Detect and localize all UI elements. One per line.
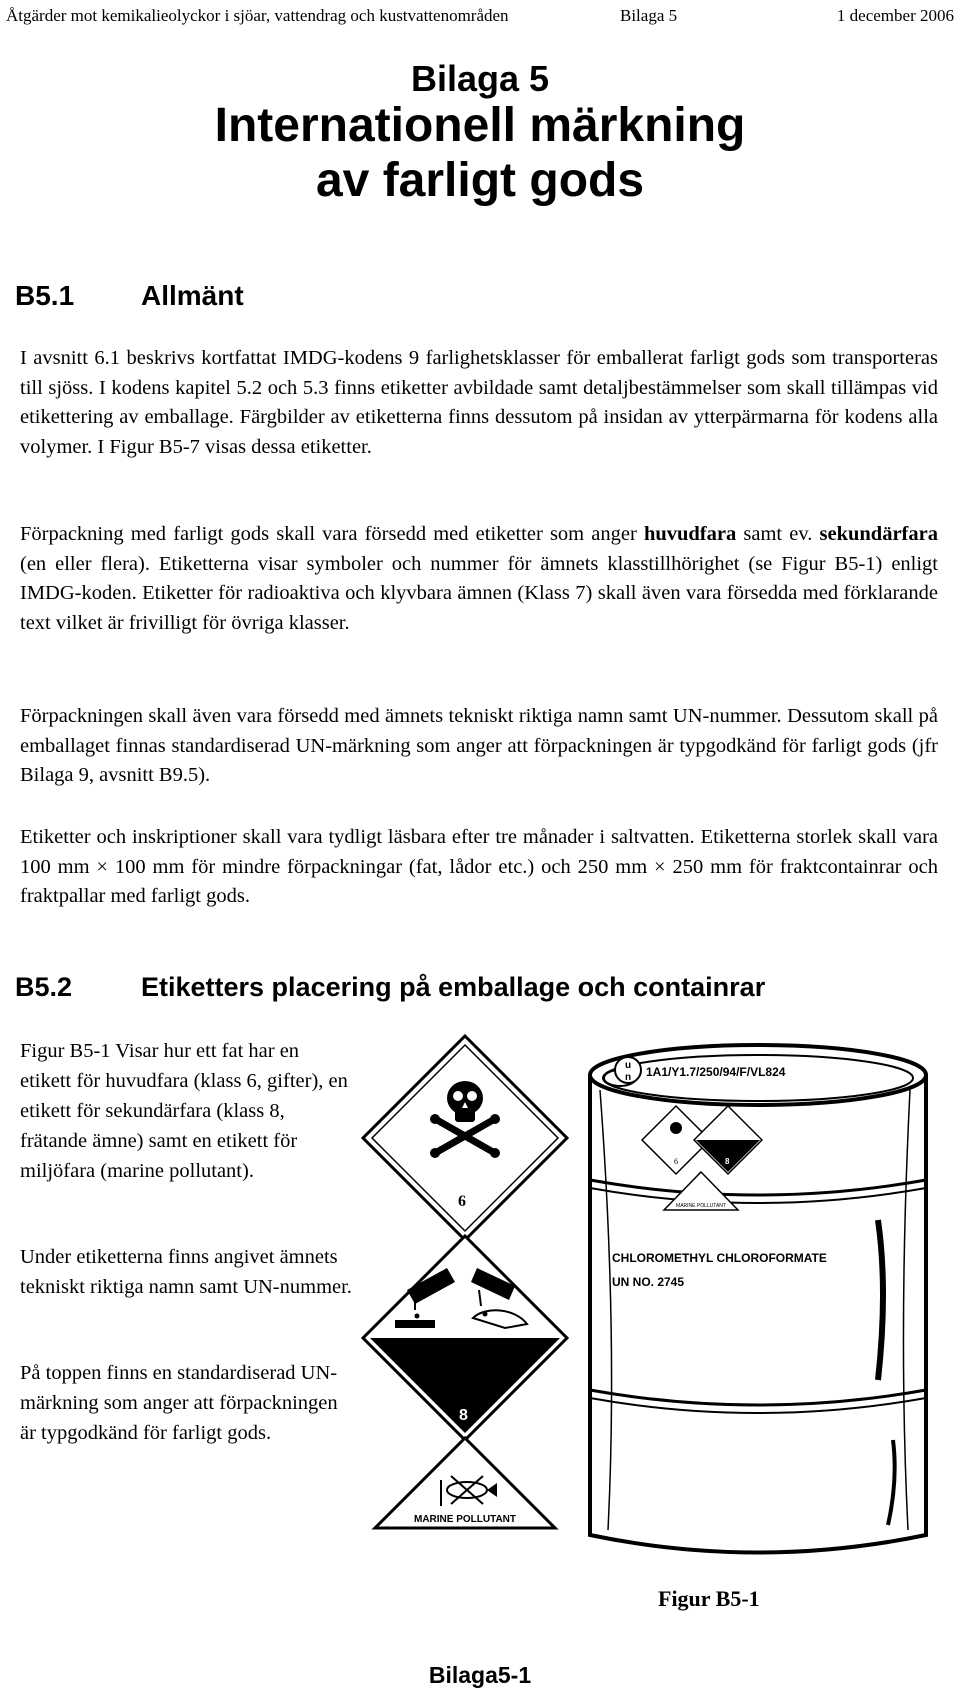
section-title: Allmänt — [141, 280, 244, 311]
drum-class-6-number: 6 — [674, 1157, 678, 1166]
figure-caption: Figur B5-1 — [658, 1586, 760, 1611]
term-secondary-hazard: sekundärfara — [819, 523, 938, 545]
figure-description-1 — [20, 1036, 355, 1186]
term-main-hazard: huvudfara — [643, 523, 737, 545]
page-title — [0, 58, 960, 208]
title-line-1: Bilaga 5 — [410, 58, 550, 99]
un-letter-u: u — [624, 1060, 632, 1071]
section-number: B5.2 — [15, 972, 73, 1002]
section-heading-b5-1 — [15, 280, 244, 312]
title-line-3: av farligt gods — [315, 153, 645, 207]
paragraph-2 — [20, 520, 938, 638]
toxic-class6-label — [363, 1036, 567, 1240]
figure-description-1-text: Figur B5-1 Visar hur ett fat har en etikett för huvudfara (klass 6, gifter), en etikett för sekundärfara (klass 8, frätande ämne) samt en etikett för miljöfara (marine pollutant). — [20, 1040, 348, 1182]
figure-description-3-text: På toppen finns en standardiserad UN-märkning som anger att förpackningen är typgodkänd för farligt gods. — [20, 1362, 338, 1444]
header-date: 1 december 2006 — [836, 6, 954, 25]
header-annex: Bilaga 5 — [620, 6, 678, 25]
marine-pollutant-text: MARINE POLLUTANT — [413, 1514, 517, 1525]
header-document-title: Åtgärder mot kemikalieolyckor i sjöar, vattendrag och kustvattenområden — [6, 6, 509, 25]
class-6-number: 6 — [458, 1193, 466, 1210]
drum-illustration — [578, 1030, 938, 1570]
un-packaging-code: 1A1/Y1.7/250/94/F/VL824 — [646, 1065, 786, 1079]
section-heading-b5-2 — [15, 972, 765, 1003]
paragraph-2-text-c: (en eller flera). Etiketterna visar symboler och nummer för ämnets klasstillhörighet (se Figur B5-1) enligt IMDG-koden. Etiketter för radioaktiva och klyvbara ämnen (Klass 7) skall även vara försedda med förklarande text vilket är frivilligt för övriga klasser. — [20, 552, 938, 634]
drum-class-8-number: 8 — [725, 1157, 730, 1166]
class-8-number: 8 — [459, 1407, 468, 1424]
drum-marine-text: MARINE POLLUTANT — [676, 1203, 726, 1209]
un-letter-n: n — [624, 1072, 632, 1083]
section-title: Etiketters placering på emballage och containrar — [141, 972, 766, 1002]
paragraph-3: Förpackningen skall även vara försedd med ämnets tekniskt riktiga namn samt UN-nummer. Dessutom skall på emballaget finnas standardiserad UN-märkning som anger att förpackningen är typgodkänd för farligt gods (jfr Bilaga 9, avsnitt B9.5). — [20, 705, 938, 786]
drum-body — [590, 1045, 926, 1553]
figure-description-3 — [20, 1358, 355, 1448]
figure-description-2-text: Under etiketterna finns angivet ämnets tekniskt riktiga namn samt UN-nummer. — [20, 1246, 352, 1298]
title-line-2: Internationell märkning — [214, 99, 746, 153]
paragraph-1: I avsnitt 6.1 beskrivs kortfattat IMDG-kodens 9 farlighetsklasser för emballerat farligt gods som transporteras till sjöss. I kodens kapitel 5.2 och 5.3 finns etiketter avbildade samt detaljbestämmelser som skall tillämpas vid etikettering av emballage. Färgbilder av etiketterna finns dessutom på insidan av ytterpärmarna för kodens alla volymer. I Figur B5-7 visas dessa etiketter. — [20, 347, 938, 458]
marine-pollutant-label — [375, 1438, 555, 1528]
corrosive-class8-label — [363, 1236, 567, 1440]
figure-description-2 — [20, 1242, 355, 1302]
hazard-labels-illustration — [355, 1028, 575, 1538]
page-footer: Bilaga5-1 — [428, 1662, 532, 1688]
drum-un-number: UN NO. 2745 — [612, 1275, 685, 1289]
drum-substance-name: CHLOROMETHYL CHLOROFORMATE — [612, 1251, 827, 1265]
running-header — [6, 6, 954, 28]
paragraph-4: Etiketter och inskriptioner skall vara tydligt läsbara efter tre månader i saltvatten. Etiketterna storlek skall vara 100 mm × 100 mm för mindre förpackningar (fat, lådor etc.) och 250 mm × 250 mm för fraktcontainrar och fraktpallar med farligt gods. — [20, 826, 938, 907]
section-number: B5.1 — [15, 280, 75, 311]
paragraph-2-text-b: samt ev. — [736, 523, 820, 545]
paragraph-2-text-a: Förpackning med farligt gods skall vara försedd med etiketter som anger — [20, 523, 644, 545]
